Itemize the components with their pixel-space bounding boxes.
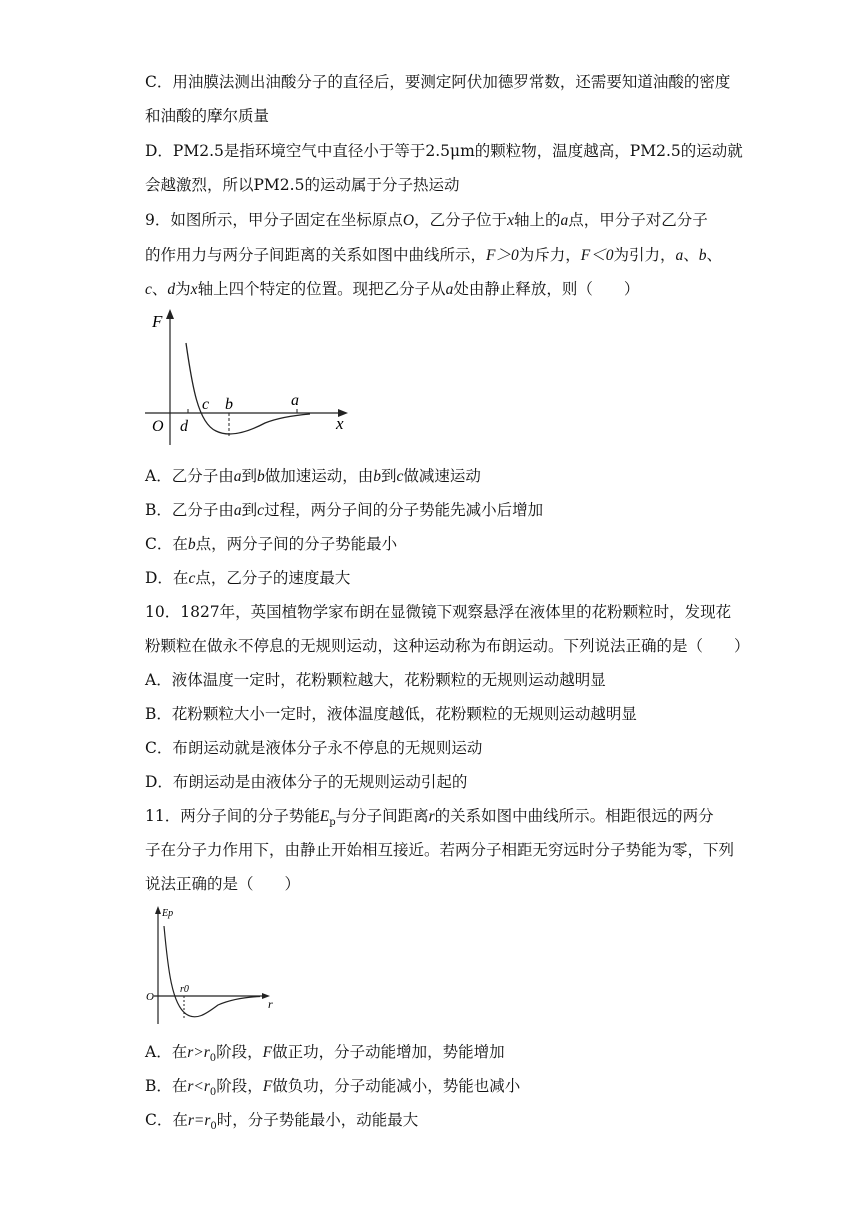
q8-option-d-line1: D．PM2.5是指环境空气中直径小于等于2.5μm的颗粒物，温度越高，PM2.5的运动就 — [145, 142, 743, 160]
q9-label-F: F — [152, 312, 163, 331]
q9-label-c: c — [202, 396, 210, 413]
q11-y-arrow — [155, 906, 161, 914]
q10-stem-line2: 粉颗粒在做永不停息的无规则运动，这种运动称为布朗运动。下列说法正确的是（ ） — [145, 637, 750, 655]
q10-option-a: A．液体温度一定时，花粉颗粒越大，花粉颗粒的无规则运动越明显 — [145, 671, 606, 689]
q11-potential-curve — [164, 926, 260, 1017]
q11-stem-line2: 子在分子力作用下，由静止开始相互接近。若两分子相距无穷远时分子势能为零，下列 — [145, 841, 735, 859]
q9-label-a: a — [291, 392, 299, 409]
q9-option-b: B．乙分子由a到c过程，两分子间的分子势能先减小后增加 — [145, 501, 544, 519]
q9-force-curve — [186, 343, 310, 434]
q11-label-r0: r0 — [180, 984, 189, 995]
q9-stem-line3: c、d为x轴上四个特定的位置。现把乙分子从a处由静止释放，则（ ） — [145, 280, 640, 298]
q9-option-a: A．乙分子由a到b做加速运动，由b到c做减速运动 — [145, 467, 481, 485]
q11-stem-line3: 说法正确的是（ ） — [145, 875, 301, 893]
q8-option-c-line2: 和油酸的摩尔质量 — [145, 107, 270, 125]
q9-option-c: C．在b点，两分子间的分子势能最小 — [145, 535, 398, 553]
q11-option-a: A．在$r>r_0$阶段，F做正功，分子动能增加，势能增加 — [145, 1043, 505, 1065]
q9-label-b: b — [225, 396, 233, 413]
q11-option-c: C．在$r=r_0$时，分子势能最小，动能最大 — [145, 1111, 419, 1133]
q11-potential-energy-figure — [140, 900, 280, 1030]
q11-label-Ep: Ep — [162, 908, 174, 919]
q11-label-O: O — [146, 991, 154, 1003]
q11-label-r: r — [268, 997, 273, 1011]
q9-y-arrow — [166, 309, 174, 319]
q9-label-x: x — [336, 414, 344, 433]
q9-label-O: O — [152, 418, 164, 435]
q9-force-distance-figure — [140, 305, 360, 450]
q10-option-c: C．布朗运动就是液体分子永不停息的无规则运动 — [145, 739, 483, 757]
q9-label-d: d — [180, 418, 188, 435]
q10-stem-line1: 10．1827年，英国植物学家布朗在显微镜下观察悬浮在液体里的花粉颗粒时，发现花 — [145, 603, 732, 621]
q9-stem-line1: 9．如图所示，甲分子固定在坐标原点O，乙分子位于x轴上的a点，甲分子对乙分子 — [145, 211, 708, 229]
q9-option-d: D．在c点，乙分子的速度最大 — [145, 569, 351, 587]
q8-option-c-line1: C．用油膜法测出油酸分子的直径后，要测定阿伏加德罗常数，还需要知道油酸的密度 — [145, 73, 731, 91]
q11-stem-line1: 11．两分子间的分子势能$E_p$与分子间距离r的关系如图中曲线所示。相距很远的两分 — [145, 807, 714, 829]
q10-option-d: D．布朗运动是由液体分子的无规则运动引起的 — [145, 773, 468, 791]
q11-option-b: B．在$r<r_0$阶段，F做负功，分子动能减小，势能也减小 — [145, 1077, 521, 1099]
q10-option-b: B．花粉颗粒大小一定时，液体温度越低，花粉颗粒的无规则运动越明显 — [145, 705, 637, 723]
q8-option-d-line2: 会越激烈，所以PM2.5的运动属于分子热运动 — [145, 176, 460, 194]
q9-stem-line2: 的作用力与两分子间距离的关系如图中曲线所示，F＞0为斥力，F＜0为引力，a、b、 — [145, 246, 723, 264]
